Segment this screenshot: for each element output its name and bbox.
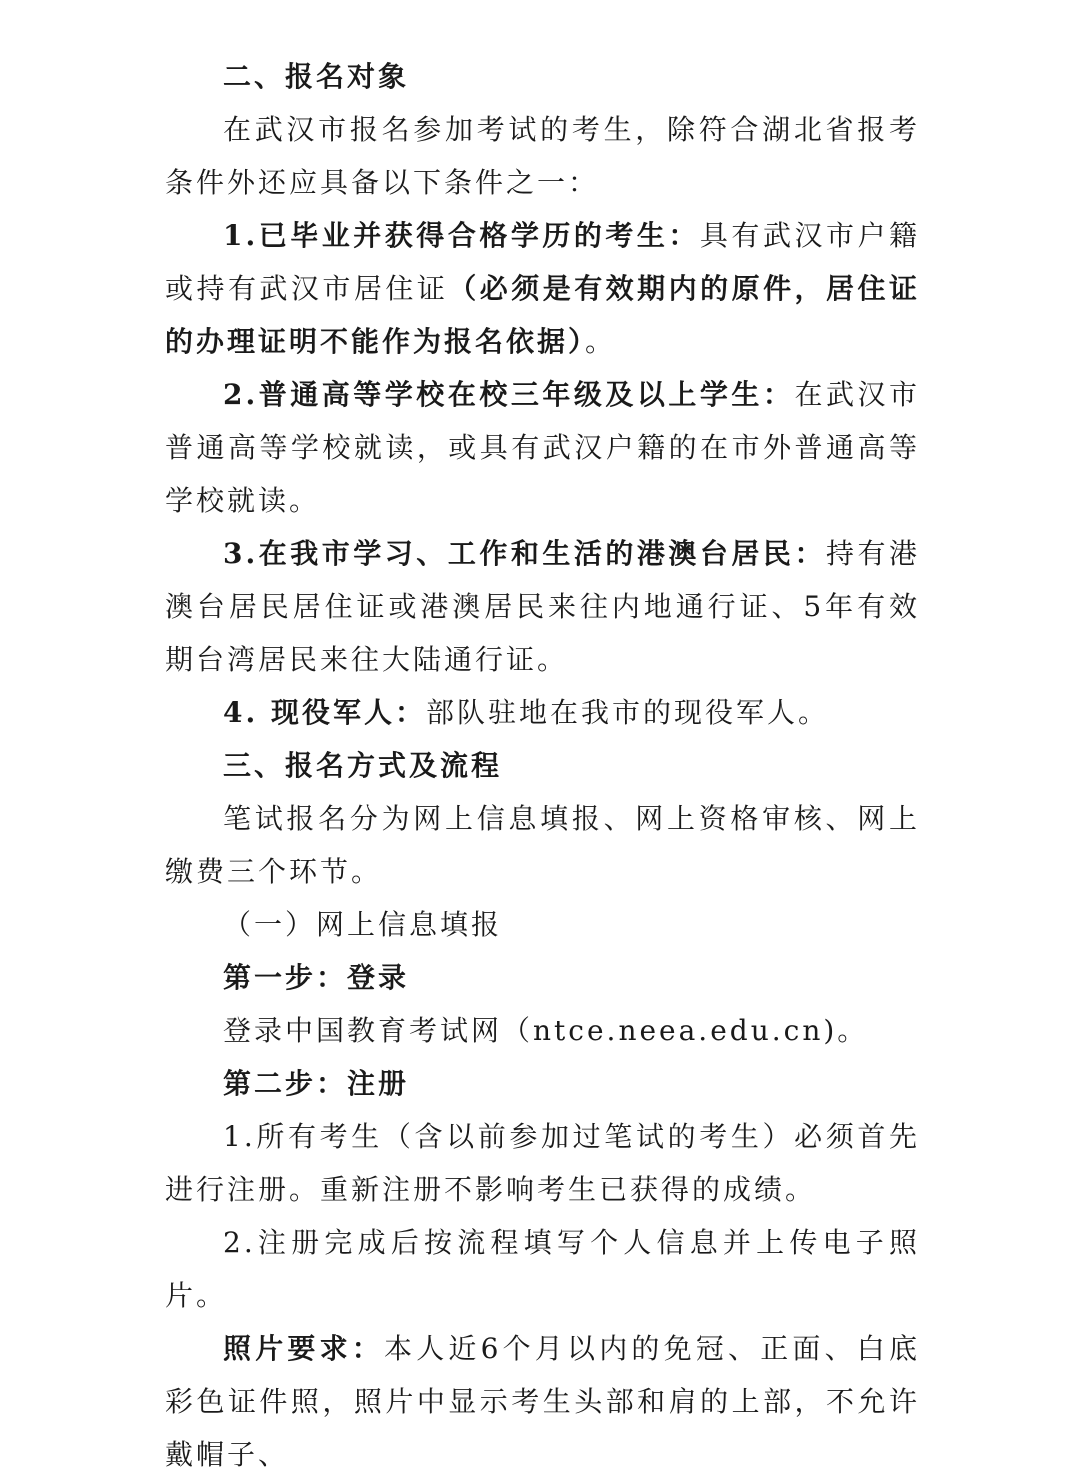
condition-text: 具有武汉市户籍或持有武汉市居住证	[165, 219, 920, 305]
condition-note: （必须是有效期内的原件，居住证的办理证明不能作为报名依据）	[165, 272, 920, 358]
process-intro-paragraph: 笔试报名分为网上信息填报、网上资格审核、网上缴费三个环节。	[165, 802, 920, 888]
section-heading-registration-process: 三、报名方式及流程	[223, 749, 503, 782]
subsection-heading-online-info: （一）网上信息填报	[223, 908, 503, 941]
section-heading-registration-targets: 二、报名对象	[223, 60, 410, 93]
condition-label: 2.普通高等学校在校三年级及以上学生：	[223, 378, 795, 411]
condition-item-students	[165, 368, 920, 527]
condition-end-punct: 。	[585, 325, 617, 358]
step2-item-upload-photo: 2.注册完成后按流程填写个人信息并上传电子照片。	[165, 1226, 920, 1312]
condition-label: 4. 现役军人：	[223, 696, 426, 729]
condition-label: 1.已毕业并获得合格学历的考生：	[223, 219, 700, 252]
condition-item-military	[165, 686, 920, 739]
condition-text: 部队驻地在我市的现役军人。	[425, 696, 829, 729]
photo-requirements	[165, 1322, 920, 1481]
condition-item-hk-macau-taiwan	[165, 527, 920, 686]
condition-item-graduates	[165, 209, 920, 368]
condition-text: 持有港澳台居民居住证或港澳居民来往内地通行证、5年有效期台湾居民来往大陆通行证。	[165, 537, 920, 676]
condition-label: 3.在我市学习、工作和生活的港澳台居民：	[223, 537, 826, 570]
document-page	[165, 50, 920, 1481]
step2-title: 第二步：注册	[223, 1067, 410, 1100]
photo-requirements-label: 照片要求：	[223, 1332, 384, 1365]
step1-title: 第一步：登录	[223, 961, 410, 994]
section-intro-paragraph: 在武汉市报名参加考试的考生，除符合湖北省报考条件外还应具备以下条件之一：	[165, 113, 920, 199]
condition-text: 在武汉市普通高等学校就读，或具有武汉户籍的在市外普通高等学校就读。	[165, 378, 920, 517]
photo-requirements-text: 本人近6个月以内的免冠、正面、白底彩色证件照，照片中显示考生头部和肩的上部，不允许戴帽子、	[165, 1332, 920, 1471]
step2-item-register: 1.所有考生（含以前参加过笔试的考生）必须首先进行注册。重新注册不影响考生已获得的成绩。	[165, 1120, 920, 1206]
step1-text: 登录中国教育考试网（ntce.neea.edu.cn)。	[223, 1014, 869, 1047]
